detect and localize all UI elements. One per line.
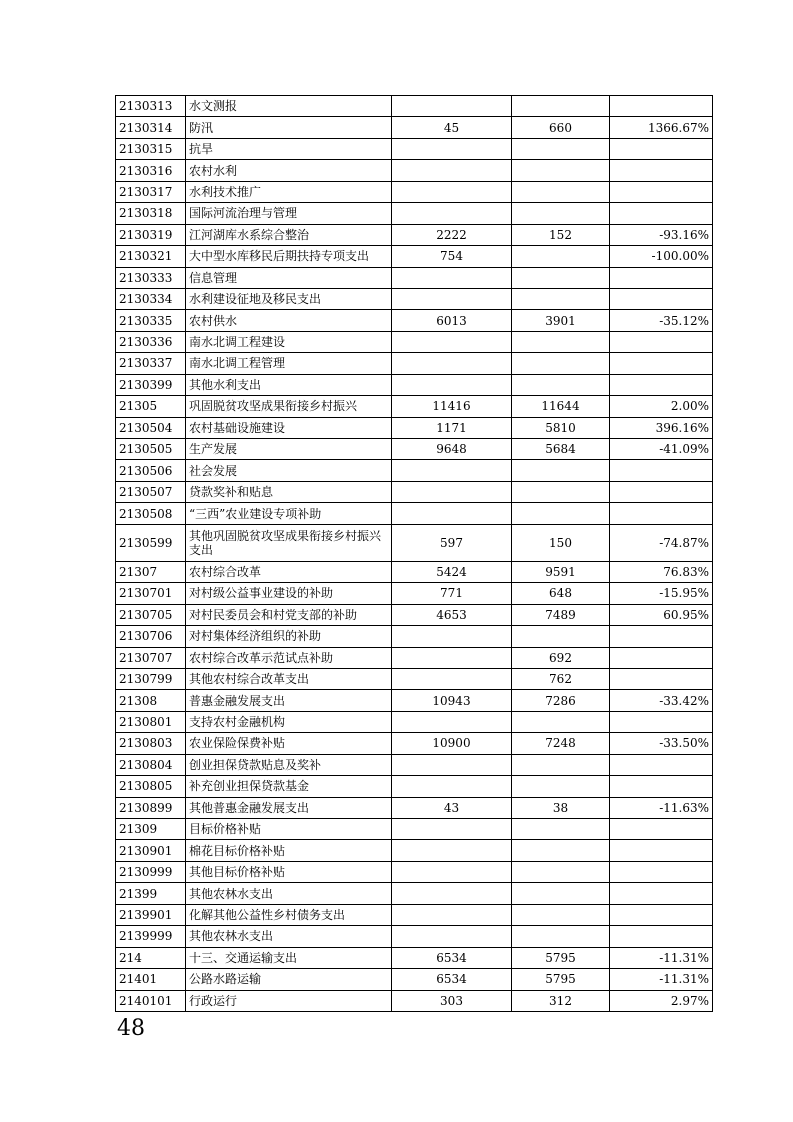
row-value-prev — [392, 181, 512, 202]
row-code: 2130899 — [116, 797, 186, 818]
row-value-curr: 762 — [512, 668, 610, 689]
row-name: 其他农林水支出 — [186, 883, 392, 904]
table-row — [116, 969, 713, 990]
row-value-prev — [392, 138, 512, 159]
row-value-prev — [392, 374, 512, 395]
row-value-prev — [392, 353, 512, 374]
row-code: 21309 — [116, 819, 186, 840]
row-value-curr: 152 — [512, 224, 610, 245]
row-value-prev — [392, 819, 512, 840]
row-code: 2130319 — [116, 224, 186, 245]
row-change-pct — [610, 160, 713, 181]
table-row — [116, 160, 713, 181]
row-value-prev: 5424 — [392, 561, 512, 582]
row-name: 支持农村金融机构 — [186, 711, 392, 732]
row-change-pct — [610, 861, 713, 882]
row-name: 防汛 — [186, 117, 392, 138]
row-code: 2130999 — [116, 861, 186, 882]
row-change-pct: -11.31% — [610, 947, 713, 968]
row-code: 2130333 — [116, 267, 186, 288]
table-row — [116, 647, 713, 668]
row-value-curr: 11644 — [512, 396, 610, 417]
row-value-prev: 303 — [392, 990, 512, 1011]
table-row — [116, 797, 713, 818]
row-name: 其他农村综合改革支出 — [186, 668, 392, 689]
row-code: 2130399 — [116, 374, 186, 395]
row-change-pct — [610, 926, 713, 947]
row-code: 2139999 — [116, 926, 186, 947]
row-value-curr — [512, 267, 610, 288]
table-row — [116, 733, 713, 754]
row-code: 2130507 — [116, 481, 186, 502]
row-change-pct: -74.87% — [610, 524, 713, 561]
table-row — [116, 460, 713, 481]
table-row — [116, 926, 713, 947]
table-row — [116, 604, 713, 625]
row-change-pct — [610, 288, 713, 309]
row-name: 国际河流治理与管理 — [186, 203, 392, 224]
row-value-curr — [512, 181, 610, 202]
row-code: 21305 — [116, 396, 186, 417]
row-value-prev — [392, 711, 512, 732]
table-row — [116, 138, 713, 159]
row-value-prev — [392, 481, 512, 502]
table-row — [116, 181, 713, 202]
row-name: 农村供水 — [186, 310, 392, 331]
table-row — [116, 288, 713, 309]
row-value-prev: 43 — [392, 797, 512, 818]
row-name: 其他普惠金融发展支出 — [186, 797, 392, 818]
row-change-pct: 2.00% — [610, 396, 713, 417]
row-code: 2130504 — [116, 417, 186, 438]
row-change-pct — [610, 626, 713, 647]
row-value-prev — [392, 203, 512, 224]
row-value-prev: 6534 — [392, 969, 512, 990]
table-row — [116, 754, 713, 775]
row-value-curr: 660 — [512, 117, 610, 138]
row-name: 南水北调工程管理 — [186, 353, 392, 374]
row-value-curr — [512, 460, 610, 481]
table-row — [116, 439, 713, 460]
page-number: 48 — [117, 1016, 145, 1041]
row-code: 2130799 — [116, 668, 186, 689]
row-code: 21401 — [116, 969, 186, 990]
row-value-prev: 4653 — [392, 604, 512, 625]
table-row — [116, 353, 713, 374]
row-code: 2139901 — [116, 904, 186, 925]
row-change-pct: -15.95% — [610, 583, 713, 604]
row-name: 贷款奖补和贴息 — [186, 481, 392, 502]
row-value-curr: 312 — [512, 990, 610, 1011]
row-value-prev: 6534 — [392, 947, 512, 968]
row-value-curr — [512, 754, 610, 775]
row-name: 农村综合改革示范试点补助 — [186, 647, 392, 668]
budget-table — [115, 95, 713, 1012]
row-value-prev: 11416 — [392, 396, 512, 417]
row-code: 2130321 — [116, 246, 186, 267]
row-code: 21307 — [116, 561, 186, 582]
row-code: 2130508 — [116, 503, 186, 524]
row-value-prev — [392, 668, 512, 689]
row-change-pct — [610, 481, 713, 502]
row-value-curr — [512, 246, 610, 267]
row-name: 普惠金融发展支出 — [186, 690, 392, 711]
row-value-prev — [392, 503, 512, 524]
row-change-pct — [610, 203, 713, 224]
row-change-pct — [610, 353, 713, 374]
row-code: 2130316 — [116, 160, 186, 181]
row-value-prev: 754 — [392, 246, 512, 267]
row-value-curr: 648 — [512, 583, 610, 604]
row-value-curr — [512, 883, 610, 904]
table-row — [116, 331, 713, 352]
row-value-curr — [512, 819, 610, 840]
row-value-curr: 5795 — [512, 947, 610, 968]
row-value-prev — [392, 904, 512, 925]
row-value-curr: 150 — [512, 524, 610, 561]
row-code: 2130337 — [116, 353, 186, 374]
table-row — [116, 583, 713, 604]
row-value-prev — [392, 776, 512, 797]
row-value-curr — [512, 138, 610, 159]
row-code: 2140101 — [116, 990, 186, 1011]
row-value-prev — [392, 460, 512, 481]
row-value-prev: 2222 — [392, 224, 512, 245]
table-row — [116, 904, 713, 925]
row-change-pct — [610, 374, 713, 395]
row-name: 大中型水库移民后期扶持专项支出 — [186, 246, 392, 267]
row-value-curr: 7248 — [512, 733, 610, 754]
row-name: 化解其他公益性乡村债务支出 — [186, 904, 392, 925]
row-code: 2130505 — [116, 439, 186, 460]
row-code: 2130313 — [116, 96, 186, 117]
row-code: 2130801 — [116, 711, 186, 732]
table-row — [116, 310, 713, 331]
row-value-curr — [512, 374, 610, 395]
table-row — [116, 626, 713, 647]
table-row — [116, 690, 713, 711]
row-change-pct: 76.83% — [610, 561, 713, 582]
row-name: 对村级公益事业建设的补助 — [186, 583, 392, 604]
row-name: 农村综合改革 — [186, 561, 392, 582]
table-row — [116, 481, 713, 502]
row-value-prev — [392, 160, 512, 181]
row-value-curr: 5684 — [512, 439, 610, 460]
row-change-pct: 2.97% — [610, 990, 713, 1011]
table-row — [116, 711, 713, 732]
row-change-pct: -11.63% — [610, 797, 713, 818]
row-code: 21399 — [116, 883, 186, 904]
table-row — [116, 203, 713, 224]
row-change-pct — [610, 181, 713, 202]
row-name: 农村水利 — [186, 160, 392, 181]
row-value-prev — [392, 861, 512, 882]
row-change-pct: -93.16% — [610, 224, 713, 245]
row-value-curr: 692 — [512, 647, 610, 668]
row-value-curr: 7286 — [512, 690, 610, 711]
row-value-prev: 597 — [392, 524, 512, 561]
row-name: 目标价格补贴 — [186, 819, 392, 840]
row-name: 创业担保贷款贴息及奖补 — [186, 754, 392, 775]
row-name: “三西”农业建设专项补助 — [186, 503, 392, 524]
row-value-prev — [392, 267, 512, 288]
row-change-pct: -33.50% — [610, 733, 713, 754]
table-row — [116, 883, 713, 904]
row-code: 2130317 — [116, 181, 186, 202]
row-name: 补充创业担保贷款基金 — [186, 776, 392, 797]
row-value-curr — [512, 160, 610, 181]
row-value-curr — [512, 331, 610, 352]
table-row — [116, 524, 713, 561]
row-code: 2130336 — [116, 331, 186, 352]
table-row — [116, 990, 713, 1011]
row-change-pct — [610, 883, 713, 904]
row-value-prev — [392, 883, 512, 904]
row-value-curr — [512, 353, 610, 374]
row-code: 2130706 — [116, 626, 186, 647]
row-value-curr — [512, 96, 610, 117]
row-name: 其他农林水支出 — [186, 926, 392, 947]
row-value-curr — [512, 503, 610, 524]
row-name: 对村民委员会和村党支部的补助 — [186, 604, 392, 625]
row-change-pct — [610, 819, 713, 840]
row-value-curr — [512, 861, 610, 882]
row-value-curr — [512, 481, 610, 502]
row-code: 2130707 — [116, 647, 186, 668]
row-name: 水利技术推广 — [186, 181, 392, 202]
row-name: 水文测报 — [186, 96, 392, 117]
row-change-pct — [610, 460, 713, 481]
row-code: 2130335 — [116, 310, 186, 331]
table-row — [116, 246, 713, 267]
table-row — [116, 374, 713, 395]
row-value-prev — [392, 754, 512, 775]
row-value-curr — [512, 840, 610, 861]
row-change-pct — [610, 503, 713, 524]
row-code: 2130318 — [116, 203, 186, 224]
row-change-pct — [610, 776, 713, 797]
row-value-prev — [392, 626, 512, 647]
row-change-pct: 396.16% — [610, 417, 713, 438]
row-change-pct: -100.00% — [610, 246, 713, 267]
row-name: 公路水路运输 — [186, 969, 392, 990]
row-value-prev — [392, 926, 512, 947]
row-change-pct: -35.12% — [610, 310, 713, 331]
table-row — [116, 224, 713, 245]
row-change-pct — [610, 754, 713, 775]
table-row — [116, 117, 713, 138]
row-value-prev — [392, 647, 512, 668]
row-code: 2130701 — [116, 583, 186, 604]
row-value-curr: 3901 — [512, 310, 610, 331]
row-name: 抗旱 — [186, 138, 392, 159]
table-row — [116, 840, 713, 861]
row-value-curr — [512, 203, 610, 224]
row-name: 信息管理 — [186, 267, 392, 288]
row-name: 南水北调工程建设 — [186, 331, 392, 352]
row-value-curr: 7489 — [512, 604, 610, 625]
row-value-curr — [512, 626, 610, 647]
row-value-curr: 5795 — [512, 969, 610, 990]
row-name: 社会发展 — [186, 460, 392, 481]
table-row — [116, 947, 713, 968]
row-change-pct — [610, 267, 713, 288]
row-code: 2130805 — [116, 776, 186, 797]
row-change-pct — [610, 331, 713, 352]
row-code: 2130599 — [116, 524, 186, 561]
row-code: 2130901 — [116, 840, 186, 861]
row-value-curr: 5810 — [512, 417, 610, 438]
row-code: 2130803 — [116, 733, 186, 754]
row-name: 生产发展 — [186, 439, 392, 460]
table-row — [116, 417, 713, 438]
row-value-curr — [512, 711, 610, 732]
row-value-prev — [392, 331, 512, 352]
row-code: 21308 — [116, 690, 186, 711]
row-change-pct — [610, 96, 713, 117]
table-row — [116, 668, 713, 689]
budget-table-body — [116, 96, 713, 1012]
row-value-prev: 771 — [392, 583, 512, 604]
row-change-pct: 1366.67% — [610, 117, 713, 138]
row-name: 农业保险保费补贴 — [186, 733, 392, 754]
row-value-curr: 9591 — [512, 561, 610, 582]
row-change-pct: -41.09% — [610, 439, 713, 460]
row-name: 农村基础设施建设 — [186, 417, 392, 438]
row-change-pct: 60.95% — [610, 604, 713, 625]
row-value-prev: 45 — [392, 117, 512, 138]
row-name: 江河湖库水系综合整治 — [186, 224, 392, 245]
row-change-pct — [610, 711, 713, 732]
row-code: 214 — [116, 947, 186, 968]
row-value-curr — [512, 288, 610, 309]
row-name: 行政运行 — [186, 990, 392, 1011]
row-value-prev — [392, 288, 512, 309]
row-name: 水利建设征地及移民支出 — [186, 288, 392, 309]
row-value-prev — [392, 96, 512, 117]
row-code: 2130314 — [116, 117, 186, 138]
row-change-pct — [610, 840, 713, 861]
row-value-curr — [512, 926, 610, 947]
row-name: 棉花目标价格补贴 — [186, 840, 392, 861]
table-row — [116, 861, 713, 882]
row-code: 2130506 — [116, 460, 186, 481]
row-name: 十三、交通运输支出 — [186, 947, 392, 968]
row-change-pct — [610, 904, 713, 925]
row-change-pct — [610, 668, 713, 689]
row-change-pct — [610, 647, 713, 668]
table-row — [116, 819, 713, 840]
table-row — [116, 267, 713, 288]
row-value-prev — [392, 840, 512, 861]
row-value-prev: 6013 — [392, 310, 512, 331]
row-name: 其他目标价格补贴 — [186, 861, 392, 882]
row-value-prev: 9648 — [392, 439, 512, 460]
row-value-prev: 10900 — [392, 733, 512, 754]
row-value-curr — [512, 776, 610, 797]
row-value-curr: 38 — [512, 797, 610, 818]
row-code: 2130334 — [116, 288, 186, 309]
row-change-pct — [610, 138, 713, 159]
row-code: 2130315 — [116, 138, 186, 159]
row-change-pct: -33.42% — [610, 690, 713, 711]
row-name: 巩固脱贫攻坚成果衔接乡村振兴 — [186, 396, 392, 417]
row-value-prev: 1171 — [392, 417, 512, 438]
table-row — [116, 396, 713, 417]
row-name: 对村集体经济组织的补助 — [186, 626, 392, 647]
row-value-curr — [512, 904, 610, 925]
row-code: 2130705 — [116, 604, 186, 625]
row-change-pct: -11.31% — [610, 969, 713, 990]
row-name: 其他巩固脱贫攻坚成果衔接乡村振兴支出 — [186, 524, 392, 561]
row-name: 其他水利支出 — [186, 374, 392, 395]
table-row — [116, 96, 713, 117]
table-row — [116, 503, 713, 524]
row-value-prev: 10943 — [392, 690, 512, 711]
row-code: 2130804 — [116, 754, 186, 775]
table-row — [116, 776, 713, 797]
table-row — [116, 561, 713, 582]
